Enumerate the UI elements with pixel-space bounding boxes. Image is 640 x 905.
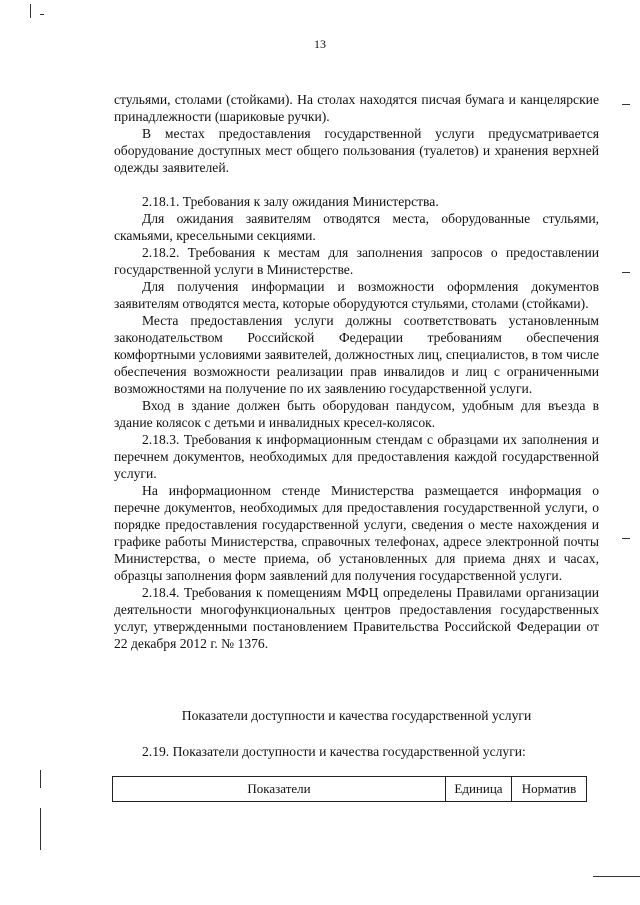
table-header-norm: Норматив xyxy=(521,781,577,796)
table-header-indicators: Показатели xyxy=(113,777,446,801)
scan-mark xyxy=(30,4,31,18)
paragraph-facilities: В местах предоставления государственной услуги предусматривается оборудование доступных мест общего пользования (туалетов) и хранения верхней одежды заявителей. xyxy=(114,126,599,175)
scan-mark xyxy=(622,272,630,273)
scan-mark xyxy=(40,14,44,15)
document-body xyxy=(114,91,599,652)
scan-mark xyxy=(40,808,41,850)
paragraph-waiting-places: Для ожидания заявителям отводятся места, оборудованные стульями, скамьями, кресельными секциями. xyxy=(114,211,599,243)
paragraph-requirements: Места предоставления услуги должны соответствовать установленным законодательством Российской Федерации требованиям обеспечения комфортными условиями заявителей, должностных лиц, специалистов, в том числе обеспечения возможности реализации прав инвалидов и лиц с ограниченными возможностями на получение по их заявлению государственной услуги. xyxy=(114,313,599,396)
table-header-unit: Единица xyxy=(446,777,512,801)
scan-mark xyxy=(622,538,630,539)
scan-mark xyxy=(40,770,41,788)
clause-2-18-2: 2.18.2. Требования к местам для заполнения запросов о предоставлении государственной услуги в Министерстве. xyxy=(114,245,599,277)
scan-mark xyxy=(593,876,640,877)
clause-2-18-4: 2.18.4. Требования к помещениям МФЦ определены Правилами организации деятельности многофункциональных центров предоставления государственных услуг, утвержденными постановлением Правительства Российской Федерации от 22 декабря 2012 г. № 1376. xyxy=(114,585,599,651)
section-heading: Показатели доступности и качества государственной услуги xyxy=(181,708,532,723)
paragraph-info-stand: На информационном стенде Министерства размещается информация о перечне документов, необходимых для предоставления государственной услуги, о порядке предоставления государственной услуги, сведения о месте нахождения и графике работы Министерства, справочных телефонах, адресе электронной почты Министерства, о месте приема, об установленных для приема днях и часах, образцы заполнения форм заявлений для получения государственной услуги. xyxy=(114,483,599,583)
paragraph-ramp: Вход в здание должен быть оборудован пандусом, удобным для въезда в здание колясок с детьми и инвалидных кресел-колясок. xyxy=(114,398,599,430)
paragraph-info-places: Для получения информации и возможности оформления документов заявителям отводятся места, которые оборудуются стульями, столами (стойками). xyxy=(114,279,599,311)
indicators-table xyxy=(112,776,587,802)
paragraph-furniture: стульями, столами (стойками). На столах находятся писчая бумага и канцелярские принадлежности (шариковые ручки). xyxy=(114,92,599,124)
scan-mark xyxy=(622,104,630,105)
clause-2-18-1: 2.18.1. Требования к залу ожидания Министерства. xyxy=(142,194,439,209)
clause-2-19: 2.19. Показатели доступности и качества государственной услуги: xyxy=(142,744,526,759)
clause-2-18-3: 2.18.3. Требования к информационным стендам с образцами их заполнения и перечнем документов, необходимых для предоставления каждой государственной услуги. xyxy=(114,432,599,481)
page-number: 13 xyxy=(314,37,326,51)
